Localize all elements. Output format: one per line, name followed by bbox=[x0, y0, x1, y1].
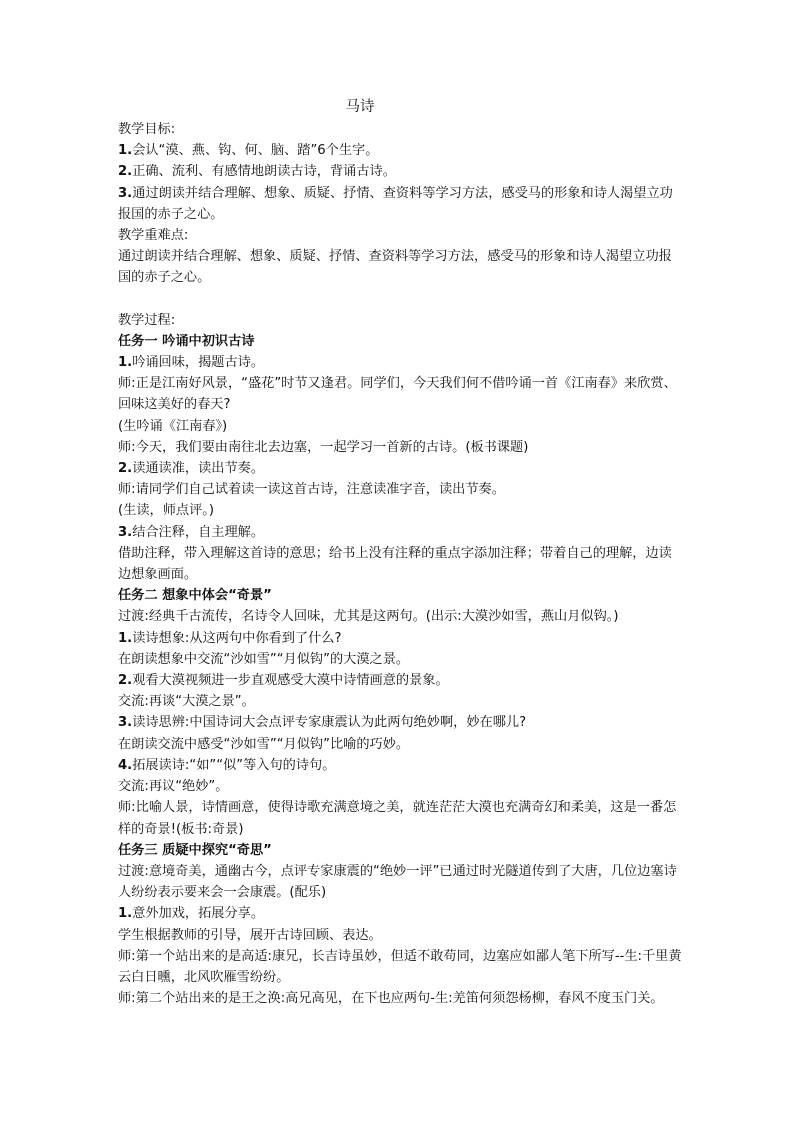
paragraph bbox=[118, 649, 684, 670]
paragraph-text: 师:第二个站出来的是王之涣:高兄高见，在下也应两句-生:羌笛何须怨杨柳，春风不度玉门关。 bbox=[118, 991, 664, 1007]
paragraph bbox=[118, 225, 684, 246]
paragraph bbox=[118, 522, 684, 543]
paragraph-text: 观看大漠视频进一步直观感受大漠中诗情画意的景象。 bbox=[132, 673, 449, 689]
item-number: 1. bbox=[118, 355, 133, 371]
paragraph bbox=[118, 861, 684, 903]
page-title: 马诗 bbox=[345, 99, 375, 115]
item-number: 1. bbox=[118, 630, 133, 646]
paragraph-text: 吟诵回味，揭题古诗。 bbox=[132, 355, 265, 371]
paragraph-text: 师:第一个站出来的是高适:康兄，长吉诗虽妙，但适不敢苟同，边塞应如鄙人笔下所写--生:千里黄云白日曛，北风吹雁雪纷纷。 bbox=[118, 948, 682, 985]
paragraph bbox=[118, 246, 684, 288]
paragraph-text: 师:请同学们自己试着读一读这首古诗，注意读准字音，读出节奏。 bbox=[118, 482, 505, 498]
paragraph bbox=[118, 437, 684, 458]
paragraph bbox=[118, 119, 684, 140]
section-heading bbox=[118, 840, 684, 861]
paragraph-text: 过渡:意境奇美，通幽古今，点评专家康震的“绝妙一评”已通过时光隧道传到了大唐，几位边塞诗人纷纷表示要来会一会康震。(配乐) bbox=[118, 863, 677, 901]
paragraph-text: 借助注释，带入理解这首诗的意思；给书上没有注释的重点字添加注释；带着自己的理解，边读边想象画面。 bbox=[118, 545, 672, 583]
paragraph bbox=[118, 352, 684, 373]
paragraph-text: (生读，师点评。) bbox=[118, 503, 215, 519]
paragraph bbox=[118, 416, 684, 437]
paragraph-text: 学生根据教师的引导，展开古诗回顾、表达。 bbox=[118, 927, 382, 943]
paragraph bbox=[118, 500, 684, 521]
paragraph bbox=[118, 183, 684, 225]
paragraph-text: 任务一 吟诵中初识古诗 bbox=[118, 333, 255, 349]
paragraph-text: 正确、流利、有感情地朗读古诗，背诵古诗。 bbox=[132, 164, 396, 180]
paragraph-text: 教学重难点: bbox=[118, 228, 189, 244]
paragraph bbox=[118, 458, 684, 479]
section-heading bbox=[118, 585, 684, 606]
paragraph-text: (生吟诵《江南春》) bbox=[118, 418, 228, 434]
paragraph-text: 交流:再议“绝妙”。 bbox=[118, 779, 229, 795]
blank-line bbox=[118, 289, 684, 310]
paragraph-text: 任务二 想象中体会“奇景” bbox=[118, 588, 272, 604]
item-number: 3. bbox=[118, 715, 133, 731]
paragraph-text: 师:比喻人景，诗情画意，使得诗歌充满意境之美，就连茫茫大漠也充满奇幻和柔美，这是一番怎样的奇景!(板书:奇景) bbox=[118, 800, 677, 837]
paragraph bbox=[118, 628, 684, 649]
item-number: 3. bbox=[118, 524, 133, 540]
paragraph-text: 意外加戏，拓展分享。 bbox=[132, 906, 265, 922]
paragraph-text: 师:正是江南好风景，“盛花”时节又逢君。同学们，今天我们何不借吟诵一首《江南春》来欣赏、回味这美好的春天? bbox=[118, 376, 677, 413]
paragraph-text: 在朗读交流中感受“沙如雪”“月似钩”比喻的巧妙。 bbox=[118, 736, 410, 752]
item-number: 2. bbox=[118, 673, 133, 689]
paragraph bbox=[118, 479, 684, 500]
paragraph-text: 读通读准，读出节奏。 bbox=[132, 461, 265, 477]
item-number: 3. bbox=[118, 185, 133, 201]
paragraph bbox=[118, 670, 684, 691]
paragraph bbox=[118, 161, 684, 182]
paragraph-text: 教学过程: bbox=[118, 312, 176, 328]
paragraph bbox=[118, 543, 684, 585]
paragraph bbox=[118, 776, 684, 797]
paragraph bbox=[118, 903, 684, 924]
paragraph bbox=[118, 140, 684, 161]
item-number: 1. bbox=[118, 906, 133, 922]
paragraph-text: 通过朗读并结合理解、想象、质疑、抒情、查资料等学习方法，感受马的形象和诗人渴望立功报国的赤子之心。 bbox=[118, 185, 673, 222]
paragraph-text: 会认“漠、燕、钩、何、脑、踏”6个生字。 bbox=[132, 143, 379, 159]
paragraph bbox=[118, 734, 684, 755]
paragraph-text: 通过朗读并结合理解、想象、质疑、抒情、查资料等学习方法，感受马的形象和诗人渴望立功报国的赤子之心。 bbox=[118, 249, 672, 286]
paragraph bbox=[118, 691, 684, 712]
item-number: 2. bbox=[118, 461, 133, 477]
paragraph bbox=[118, 925, 684, 946]
paragraph bbox=[118, 310, 684, 331]
paragraph bbox=[118, 755, 684, 776]
paragraph-text: 任务三 质疑中探究“奇思” bbox=[118, 842, 272, 858]
paragraph bbox=[118, 712, 684, 733]
paragraph-text: 交流:再谈“大漠之景”。 bbox=[118, 694, 255, 710]
paragraph-text: 过渡:经典千古流传，名诗令人回味，尤其是这两句。(出示:大漠沙如雪，燕山月似钩。) bbox=[118, 609, 619, 625]
item-number: 1. bbox=[118, 143, 133, 159]
paragraph bbox=[118, 606, 684, 627]
paragraph bbox=[118, 988, 684, 1009]
paragraph-text: 拓展读诗:“如”“似”等入句的诗句。 bbox=[132, 757, 336, 773]
paragraph-text: 在朗读想象中交流“沙如雪”“月似钩”的大漠之景。 bbox=[118, 651, 410, 667]
paragraph-text: 读诗思辨:中国诗词大会点评专家康震认为此两句绝妙啊，妙在哪儿? bbox=[132, 715, 527, 731]
item-number: 2. bbox=[118, 164, 133, 180]
document-body bbox=[118, 119, 684, 1009]
paragraph bbox=[118, 946, 684, 988]
paragraph bbox=[118, 797, 684, 839]
paragraph-text: 读诗想象:从这两句中你看到了什么? bbox=[132, 630, 342, 646]
paragraph-text: 师:今天，我们要由南往北去边塞，一起学习一首新的古诗。(板书课题) bbox=[118, 439, 529, 455]
paragraph-text: 教学目标: bbox=[118, 122, 176, 137]
paragraph-text: 结合注释，自主理解。 bbox=[132, 524, 265, 540]
section-heading bbox=[118, 331, 684, 352]
item-number: 4. bbox=[118, 757, 133, 773]
paragraph bbox=[118, 373, 684, 415]
